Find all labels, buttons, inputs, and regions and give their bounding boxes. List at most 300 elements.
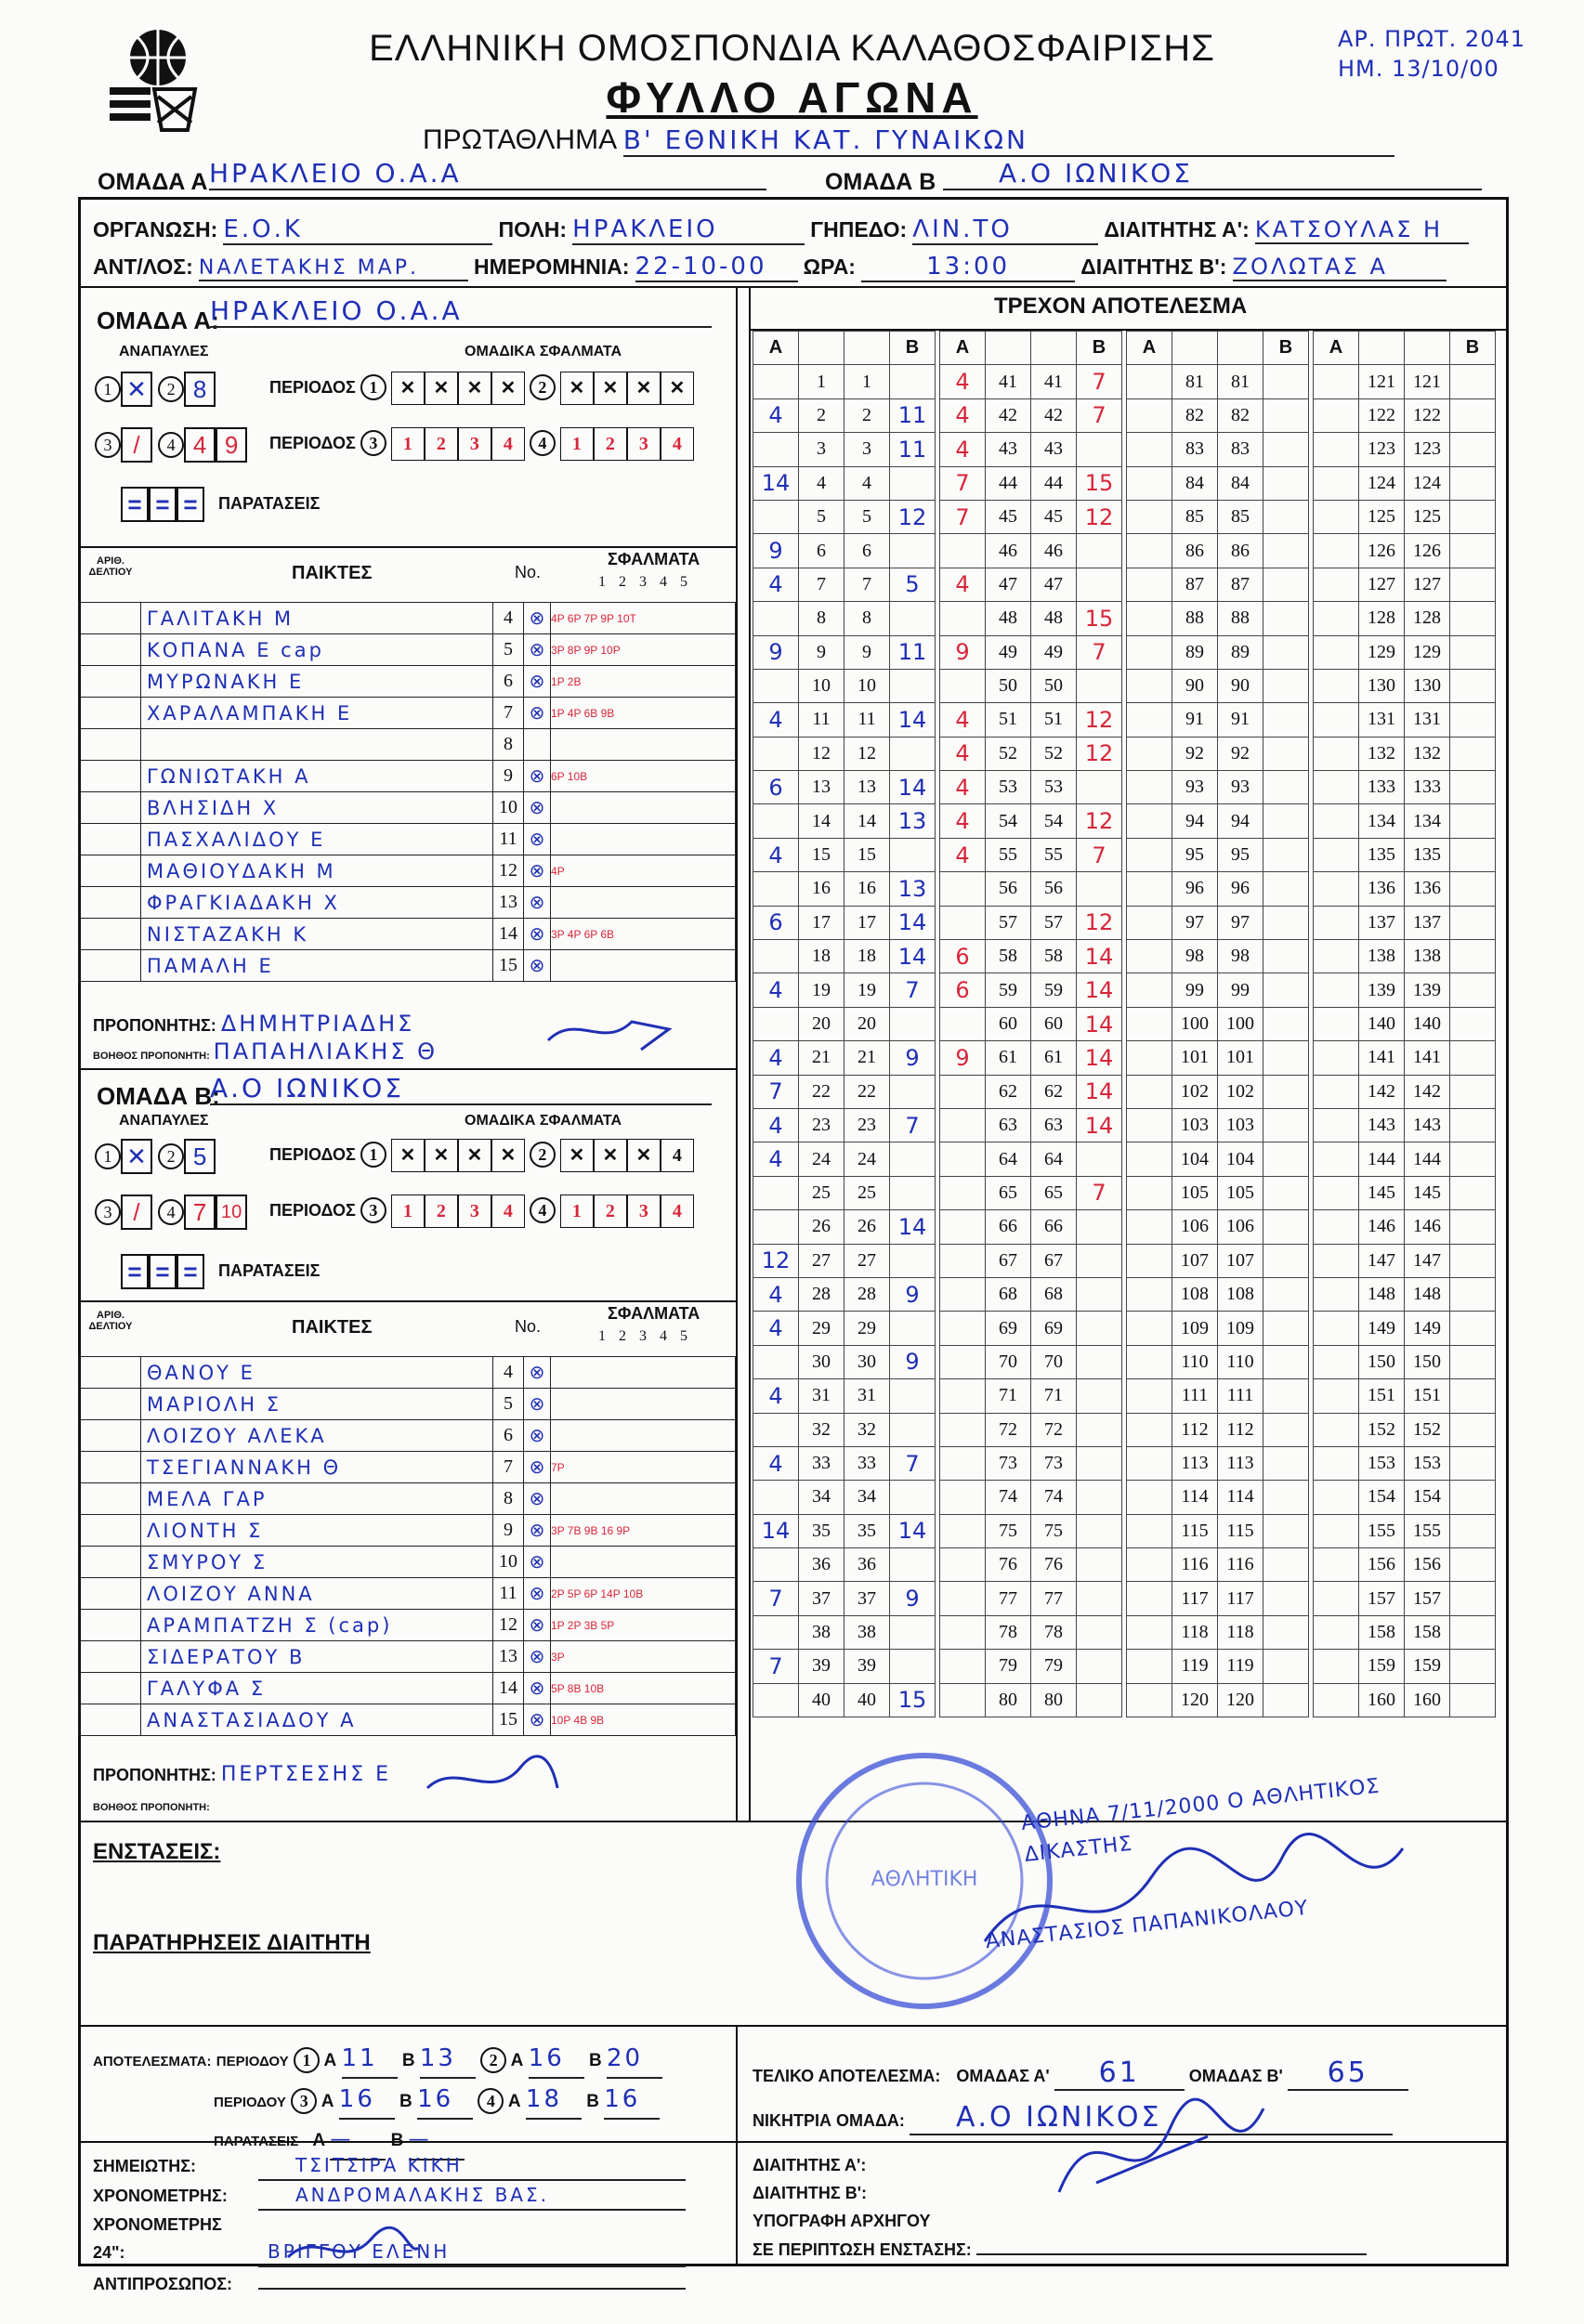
score-mark-b: 14 (890, 906, 936, 939)
score-row (1127, 1379, 1309, 1413)
score-number-b: 140 (1405, 1007, 1450, 1040)
score-mark-b (1263, 703, 1309, 737)
score-mark-a (1314, 771, 1359, 804)
score-mark-a (940, 1312, 986, 1345)
score-number-a: 4 (799, 466, 844, 500)
score-number-b: 78 (1031, 1615, 1077, 1649)
score-number-b: 90 (1218, 669, 1263, 702)
participation-mark: ⊗ (524, 887, 551, 919)
score-row (940, 1312, 1122, 1345)
score-number-a: 55 (986, 838, 1031, 871)
team-a-fouls-label: ΟΜΑΔΙΚΑ ΣΦΑΛΜΑΤΑ (465, 344, 622, 359)
score-number-a: 154 (1359, 1481, 1405, 1514)
score-mark-a (753, 1176, 799, 1209)
score-mark-a (1314, 602, 1359, 635)
team-b-player-row (79, 1452, 736, 1483)
score-number-a: 92 (1172, 737, 1218, 770)
score-mark-b: 14 (890, 940, 936, 973)
score-mark-b: 14 (890, 1210, 936, 1244)
score-row (1314, 602, 1496, 635)
score-number-a: 39 (799, 1650, 844, 1683)
score-mark-a (940, 1277, 986, 1311)
score-mark-b (1077, 872, 1122, 906)
score-number-a: 110 (1172, 1345, 1218, 1378)
score-number-a: 66 (986, 1210, 1031, 1244)
score-mark-b (1077, 1683, 1122, 1717)
score-mark-b (1077, 1210, 1122, 1244)
team-a-label: ΟΜΑΔΑ Α: (97, 307, 219, 334)
score-mark-a: 6 (940, 973, 986, 1007)
score-mark-a: 6 (753, 906, 799, 939)
score-row (1127, 1514, 1309, 1547)
team-b-player-row (79, 1357, 736, 1389)
score-number-b: 126 (1405, 534, 1450, 568)
score-number-a: 77 (986, 1582, 1031, 1615)
score-row (940, 872, 1122, 906)
score-mark-b: 7 (1077, 398, 1122, 432)
score-number-b: 101 (1218, 1041, 1263, 1075)
score-mark-a (1314, 973, 1359, 1007)
score-row (1314, 1210, 1496, 1244)
team-a-assistant: ΠΑΠΑΗΛΙΑΚΗΣ Θ (213, 1038, 439, 1064)
score-number-a: 80 (986, 1683, 1031, 1717)
score-number-a: 54 (986, 804, 1031, 838)
score-number-a: 42 (986, 398, 1031, 432)
score-number-a: 46 (986, 534, 1031, 568)
score-mark-b: 12 (1077, 500, 1122, 533)
score-mark-b (1450, 737, 1496, 770)
score-number-a: 8 (799, 602, 844, 635)
score-number-a: 10 (799, 669, 844, 702)
score-row (1314, 1548, 1496, 1582)
score-row (940, 1108, 1122, 1142)
score-row (940, 500, 1122, 533)
player-fouls: 1P 4P 6B 9B (551, 698, 736, 729)
score-number-a: 130 (1359, 669, 1405, 702)
score-mark-a (1314, 1312, 1359, 1345)
score-number-b: 76 (1031, 1548, 1077, 1582)
score-number-b: 20 (844, 1007, 890, 1040)
score-row (1314, 1041, 1496, 1075)
score-row (753, 1007, 936, 1040)
player-number: 10 (493, 792, 524, 824)
score-number-b: 105 (1218, 1176, 1263, 1209)
score-number-a: 65 (986, 1176, 1031, 1209)
final-score-b: 65 (1288, 2056, 1408, 2091)
score-number-b: 106 (1218, 1210, 1263, 1244)
score-number-a: 48 (986, 602, 1031, 635)
time-value: 13:00 (861, 253, 1075, 282)
score-mark-b (890, 1481, 936, 1514)
score-mark-b (1077, 1277, 1122, 1311)
score-mark-a (1127, 466, 1172, 500)
score-mark-b (1077, 568, 1122, 601)
score-mark-b (1263, 534, 1309, 568)
score-number-a: 132 (1359, 737, 1405, 770)
score-mark-a (940, 906, 986, 939)
score-mark-a (1127, 534, 1172, 568)
score-number-b: 157 (1405, 1582, 1450, 1615)
score-row (1127, 602, 1309, 635)
score-row (1127, 973, 1309, 1007)
score-mark-a (940, 1210, 986, 1244)
score-mark-a (1127, 1582, 1172, 1615)
score-mark-a (940, 1615, 986, 1649)
score-number-a: 58 (986, 940, 1031, 973)
team-a-timeouts-row2: 3 / 4 4 9 (95, 427, 247, 463)
score-row (940, 568, 1122, 601)
score-mark-a: 4 (753, 398, 799, 432)
score-number-b: 6 (844, 534, 890, 568)
score-mark-a (940, 1446, 986, 1480)
score-mark-a (1314, 1176, 1359, 1209)
score-number-a: 82 (1172, 398, 1218, 432)
score-number-b: 127 (1405, 568, 1450, 601)
team-b-fouls-label: ΟΜΑΔΙΚΑ ΣΦΑΛΜΑΤΑ (465, 1113, 622, 1129)
score-number-a: 11 (799, 703, 844, 737)
score-mark-b (1450, 771, 1496, 804)
score-number-b: 56 (1031, 872, 1077, 906)
player-name: ΣΙΔΕΡΑΤΟΥ Β (141, 1641, 493, 1673)
score-number-a: 157 (1359, 1582, 1405, 1615)
score-mark-a: 7 (753, 1582, 799, 1615)
score-mark-a (1314, 1277, 1359, 1311)
score-number-b: 45 (1031, 500, 1077, 533)
score-mark-a (1127, 1481, 1172, 1514)
team-b-period-12: ΠΕΡΙΟΔΟΣ 1 ✕ ✕ ✕ ✕ 2 ✕ ✕ ✕ 4 (269, 1139, 694, 1172)
score-number-b: 83 (1218, 433, 1263, 466)
score-number-b: 96 (1218, 872, 1263, 906)
score-number-b: 119 (1218, 1650, 1263, 1683)
score-mark-a (1314, 906, 1359, 939)
player-name: ΓΑΛΙΤΑΚΗ Μ (141, 603, 493, 634)
score-row (1314, 466, 1496, 500)
score-number-a: 12 (799, 737, 844, 770)
score-row (1127, 568, 1309, 601)
federation-title: ΕΛΛΗΝΙΚΗ ΟΜΟΣΠΟΝΔΙΑ ΚΑΛΑΘΟΣΦΑΙΡΙΣΗΣ (369, 28, 1215, 69)
score-number-b: 39 (844, 1650, 890, 1683)
team-a-player-row (79, 698, 736, 729)
score-mark-a: 4 (940, 365, 986, 398)
score-number-b: 40 (844, 1683, 890, 1717)
score-row (940, 703, 1122, 737)
p4-b: 16 (604, 2081, 660, 2120)
score-number-b: 91 (1218, 703, 1263, 737)
score-mark-a (753, 1481, 799, 1514)
score-mark-a (753, 602, 799, 635)
score-mark-a (753, 500, 799, 533)
score-row (940, 534, 1122, 568)
player-number: 11 (493, 1578, 524, 1610)
score-row (1127, 804, 1309, 838)
score-number-a: 137 (1359, 906, 1405, 939)
team-a-players-table (78, 602, 736, 982)
score-number-a: 127 (1359, 568, 1405, 601)
score-number-a: 117 (1172, 1582, 1218, 1615)
score-row (1314, 1514, 1496, 1547)
score-mark-a (1127, 1548, 1172, 1582)
score-mark-b (1450, 838, 1496, 871)
player-number: 11 (493, 824, 524, 855)
score-mark-b (1077, 1312, 1122, 1345)
team-a-timeouts-label: ΑΝΑΠΑΥΛΕΣ (119, 344, 209, 359)
team-a-table-header: ΑΡΙΘ. ΔΕΛΤΙΟΥ ΠΑΙΚΤΕΣ No. ΣΦΑΛΜΑΤΑ 12345 (78, 546, 736, 602)
score-mark-b (890, 1548, 936, 1582)
score-row (753, 1379, 936, 1413)
participation-mark (524, 729, 551, 761)
score-number-b: 151 (1405, 1379, 1450, 1413)
score-mark-b (1263, 1244, 1309, 1277)
score-number-a: 40 (799, 1683, 844, 1717)
score-number-b: 122 (1405, 398, 1450, 432)
score-mark-a (1314, 1007, 1359, 1040)
player-name: ΒΛΗΣΙΔΗ Χ (141, 792, 493, 824)
score-number-b: 144 (1405, 1142, 1450, 1176)
score-number-a: 89 (1172, 635, 1218, 669)
protocol-note: ΑΡ. ΠΡΩΤ. 2041 (1338, 26, 1526, 52)
score-mark-a (1127, 568, 1172, 601)
score-mark-b (1450, 365, 1496, 398)
score-row (1314, 1277, 1496, 1311)
score-number-a: 50 (986, 669, 1031, 702)
team-b-header-label: ΟΜΑΔΑ Β (825, 169, 936, 195)
score-row (940, 1446, 1122, 1480)
player-number: 13 (493, 1641, 524, 1673)
score-row (753, 568, 936, 601)
score-mark-a (1127, 669, 1172, 702)
score-mark-b (1450, 398, 1496, 432)
score-number-b: 31 (844, 1379, 890, 1413)
score-number-b: 143 (1405, 1108, 1450, 1142)
coach-b-signature (418, 1751, 567, 1807)
coach-label: ΠΡΟΠΟΝΗΤΗΣ: (93, 1016, 216, 1035)
score-row (940, 365, 1122, 398)
score-mark-a: 7 (940, 466, 986, 500)
score-number-b: 112 (1218, 1413, 1263, 1446)
score-row (1314, 1582, 1496, 1615)
score-mark-b (1450, 433, 1496, 466)
date-value: 22-10-00 (635, 253, 798, 282)
score-mark-a (940, 1582, 986, 1615)
team-b-player-row (79, 1610, 736, 1641)
score-mark-a (940, 534, 986, 568)
score-number-a: 56 (986, 872, 1031, 906)
score-number-a: 88 (1172, 602, 1218, 635)
team-a-player-row (79, 792, 736, 824)
score-row (753, 872, 936, 906)
score-row (940, 635, 1122, 669)
score-mark-b (1263, 838, 1309, 871)
score-number-a: 14 (799, 804, 844, 838)
score-mark-b (1450, 1007, 1496, 1040)
score-number-b: 135 (1405, 838, 1450, 871)
team-a-player-row (79, 634, 736, 666)
score-mark-a: 4 (940, 771, 986, 804)
score-mark-b (890, 737, 936, 770)
score-mark-b: 12 (890, 500, 936, 533)
score-mark-b (1263, 1514, 1309, 1547)
player-fouls (551, 950, 736, 982)
score-row (1127, 1277, 1309, 1311)
score-number-a: 153 (1359, 1446, 1405, 1480)
p1-a: 11 (342, 2040, 398, 2079)
team-a-player-row (79, 887, 736, 919)
score-number-a: 69 (986, 1312, 1031, 1345)
score-row (940, 602, 1122, 635)
score-number-b: 67 (1031, 1244, 1077, 1277)
score-row (1127, 703, 1309, 737)
period-results: ΑΠΟΤΕΛΕΣΜΑΤΑ: ΠΕΡΙΟΔΟΥ 1 Α 11 Β 13 2 Α 16 Β 20 ΠΕΡΙΟΔΟΥ 3 Α 16 Β 16 4 Α 18 Β 16 ΠΑΡΑΤΑΣΕΙΣ Α — Β — (93, 2040, 662, 2161)
score-number-b: 104 (1218, 1142, 1263, 1176)
score-row (1127, 635, 1309, 669)
score-row (1127, 1176, 1309, 1209)
score-row (1314, 804, 1496, 838)
score-mark-b (890, 602, 936, 635)
score-number-a: 135 (1359, 838, 1405, 871)
score-mark-a (1127, 872, 1172, 906)
score-mark-b (890, 1413, 936, 1446)
score-number-a: 29 (799, 1312, 844, 1345)
score-mark-a (1314, 703, 1359, 737)
score-number-b: 99 (1218, 973, 1263, 1007)
score-number-b: 16 (844, 872, 890, 906)
officials-right: ΔΙΑΙΤΗΤΗΣ Α': ΔΙΑΙΤΗΤΗΣ Β': ΥΠΟΓΡΑΦΗ ΑΡΧΗΓΟΥ ΣΕ ΠΕΡΙΠΤΩΣΗ ΕΝΣΤΑΣΗΣ: (753, 2151, 1367, 2264)
score-row (1314, 1244, 1496, 1277)
score-row (940, 906, 1122, 939)
score-number-b: 152 (1405, 1413, 1450, 1446)
score-mark-a (1314, 1615, 1359, 1649)
score-number-b: 30 (844, 1345, 890, 1378)
score-mark-a (1314, 669, 1359, 702)
score-mark-a: 4 (940, 838, 986, 871)
score-number-a: 106 (1172, 1210, 1218, 1244)
player-number: 15 (493, 1704, 524, 1736)
score-mark-a (1314, 1345, 1359, 1378)
score-mark-a: 4 (753, 1379, 799, 1413)
player-fouls: 2P 5P 6P 14P 10B (551, 1578, 736, 1610)
score-number-a: 119 (1172, 1650, 1218, 1683)
score-row (1314, 703, 1496, 737)
score-mark-b (1263, 940, 1309, 973)
score-number-b: 158 (1405, 1615, 1450, 1649)
team-a-coach-row (93, 1011, 414, 1037)
score-number-a: 51 (986, 703, 1031, 737)
scorer-name: ΤΣΙΤΣΙΡΑ ΚΙΚΗ (258, 2151, 686, 2181)
score-mark-a (1314, 1075, 1359, 1108)
score-mark-b (1450, 1244, 1496, 1277)
participation-mark: ⊗ (524, 919, 551, 950)
score-number-b: 43 (1031, 433, 1077, 466)
team-b-player-row (79, 1420, 736, 1452)
timeout-box: / (121, 427, 152, 463)
team-b-overtimes: = = = ΠΑΡΑΤΑΣΕΙΣ (121, 1254, 320, 1289)
team-a-player-row (79, 919, 736, 950)
time-label: ΩΡΑ: (803, 255, 856, 279)
score-number-a: 96 (1172, 872, 1218, 906)
score-number-a: 113 (1172, 1446, 1218, 1480)
score-row (940, 466, 1122, 500)
score-mark-b (1263, 1481, 1309, 1514)
score-mark-b (1077, 1446, 1122, 1480)
score-number-a: 41 (986, 365, 1031, 398)
team-a-period-12: ΠΕΡΙΟΔΟΣ 1 ✕ ✕ ✕ ✕ 2 ✕ ✕ ✕ ✕ (269, 372, 694, 405)
score-mark-a (753, 1615, 799, 1649)
score-mark-b: 9 (890, 1345, 936, 1378)
score-row (940, 973, 1122, 1007)
score-number-a: 21 (799, 1041, 844, 1075)
score-row (1127, 1650, 1309, 1683)
score-number-b: 82 (1218, 398, 1263, 432)
score-number-b: 124 (1405, 466, 1450, 500)
score-row (940, 1582, 1122, 1615)
score-number-a: 3 (799, 433, 844, 466)
score-number-b: 153 (1405, 1446, 1450, 1480)
score-mark-a: 14 (753, 466, 799, 500)
score-row (940, 1514, 1122, 1547)
score-mark-a (1314, 1413, 1359, 1446)
team-b-coach-row: ΠΡΟΠΟΝΗΤΗΣ: ΠΕΡΤΣΕΣΗΣ Ε (93, 1763, 391, 1786)
score-mark-a (1127, 1277, 1172, 1311)
score-number-b: 145 (1405, 1176, 1450, 1209)
score-mark-a (1127, 1075, 1172, 1108)
score-number-a: 87 (1172, 568, 1218, 601)
score-number-b: 131 (1405, 703, 1450, 737)
score-number-a: 16 (799, 872, 844, 906)
score-row (753, 1210, 936, 1244)
score-mark-a: 7 (753, 1075, 799, 1108)
score-number-b: 4 (844, 466, 890, 500)
score-number-a: 75 (986, 1514, 1031, 1547)
score-number-b: 108 (1218, 1277, 1263, 1311)
score-number-b: 132 (1405, 737, 1450, 770)
score-row (753, 1312, 936, 1345)
score-mark-b (1077, 1548, 1122, 1582)
score-mark-b (1450, 1142, 1496, 1176)
player-name (141, 729, 493, 761)
score-number-b: 32 (844, 1413, 890, 1446)
score-row (753, 737, 936, 770)
score-number-b: 142 (1405, 1075, 1450, 1108)
score-number-b: 138 (1405, 940, 1450, 973)
score-mark-b (1263, 1548, 1309, 1582)
score-mark-b: 14 (1077, 940, 1122, 973)
score-mark-b (1077, 771, 1122, 804)
score-row (753, 771, 936, 804)
score-mark-a (1314, 1683, 1359, 1717)
participation-mark: ⊗ (524, 634, 551, 666)
score-number-b: 36 (844, 1548, 890, 1582)
score-mark-b: 9 (890, 1582, 936, 1615)
score-row (753, 804, 936, 838)
score-mark-b (1263, 1142, 1309, 1176)
score-mark-b (1450, 1345, 1496, 1378)
score-number-b: 136 (1405, 872, 1450, 906)
score-mark-a (1314, 1446, 1359, 1480)
score-mark-b (890, 1650, 936, 1683)
score-row (1314, 433, 1496, 466)
score-number-a: 30 (799, 1345, 844, 1378)
score-number-b: 73 (1031, 1446, 1077, 1480)
score-row (1314, 872, 1496, 906)
participation-mark: ⊗ (524, 855, 551, 887)
score-number-b: 81 (1218, 365, 1263, 398)
score-number-b: 51 (1031, 703, 1077, 737)
score-row (1314, 500, 1496, 533)
score-number-b: 150 (1405, 1345, 1450, 1378)
score-number-a: 84 (1172, 466, 1218, 500)
team-a-player-row (79, 761, 736, 792)
score-mark-b (890, 1142, 936, 1176)
